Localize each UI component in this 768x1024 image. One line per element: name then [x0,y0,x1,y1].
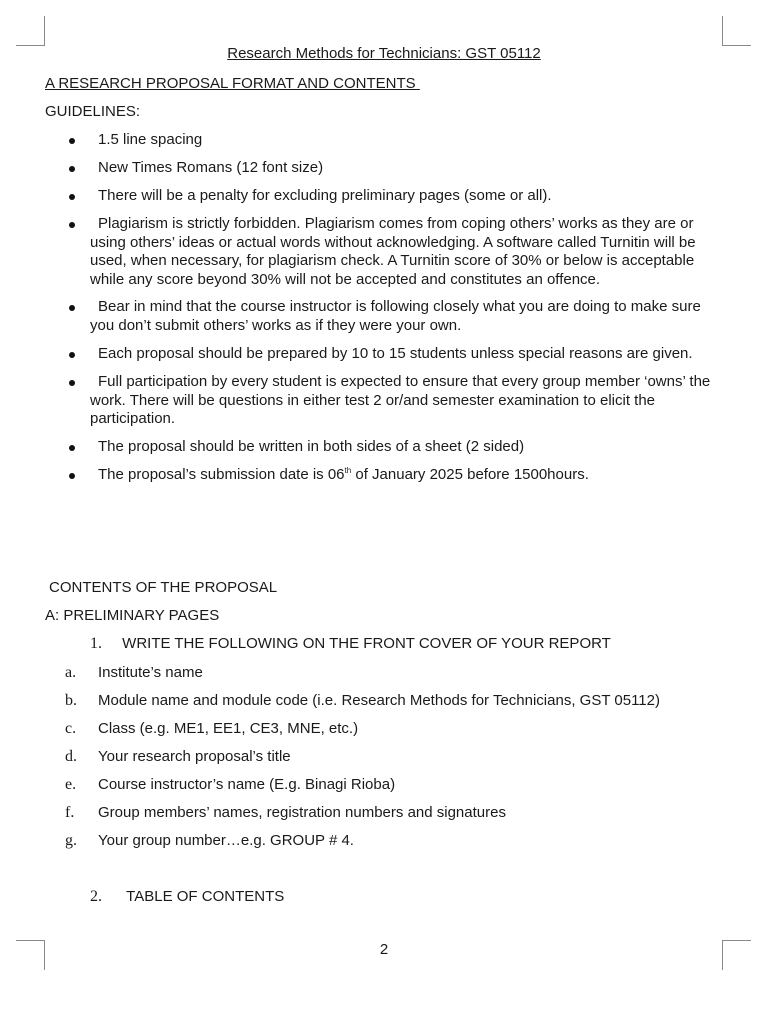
section-a-heading: A: PRELIMINARY PAGES [45,607,220,624]
guideline-item [90,298,715,335]
bullet-icon [69,380,75,386]
ordinal-suffix: th [344,466,352,475]
item-text: Institute’s name [98,664,203,681]
guideline-item [90,466,715,485]
guideline-text: New Times Romans (12 font size) [98,159,324,176]
guideline-text: 1.5 line spacing [98,131,203,148]
guideline-item [90,373,715,429]
page-header-title: Research Methods for Technicians: GST 05112 [227,45,541,62]
crop-mark-top-left-vertical [44,16,45,46]
submission-date-text: The proposal’s submission date is 06 [98,466,345,483]
item-number: 2. [90,888,102,905]
bullet-icon [69,445,75,451]
item-text: Your group number…e.g. GROUP # 4. [98,832,354,849]
item-marker: a. [65,664,77,681]
item-marker: f. [65,804,75,821]
bullet-icon [69,166,75,172]
guideline-item [90,345,715,364]
guideline-item [90,438,715,457]
proposal-format-heading: A RESEARCH PROPOSAL FORMAT AND CONTENTS [45,75,420,92]
submission-date-text-end: of January 2025 before 1500hours. [351,466,589,483]
item-marker: d. [65,748,77,765]
item-text: Class (e.g. ME1, EE1, CE3, MNE, etc.) [98,720,359,737]
item-number: 1. [90,635,102,652]
guideline-text: There will be a penalty for excluding preliminary pages (some or all). [98,187,552,204]
guideline-item [90,131,715,150]
contents-heading: CONTENTS OF THE PROPOSAL [49,579,278,596]
item-marker: g. [65,832,77,849]
item-text: WRITE THE FOLLOWING ON THE FRONT COVER OF YOUR REPORT [122,635,611,652]
guideline-item [90,215,715,289]
guidelines-label: GUIDELINES: [45,103,141,120]
bullet-icon [69,305,75,311]
bullet-icon [69,473,75,479]
page-number: 2 [379,941,389,958]
item-marker: b. [65,692,77,709]
guideline-text: The proposal should be written in both sides of a sheet (2 sided) [98,438,525,455]
numbered-item-1 [90,635,611,654]
numbered-item-2 [90,888,284,907]
item-marker: e. [65,776,77,793]
guideline-text: Plagiarism is strictly forbidden. Plagiarism comes from coping others’ works as they are or using others’ ideas or actual words without acknowledging. A software called Turnitin will be used, when necessary, for plagiarism check. A Turnitin score of 30% or below is acceptable while any score beyond 30% will not be accepted and constitutes an offence. [90,215,696,288]
item-text: Group members’ names, registration numbers and signatures [98,804,506,821]
item-text: Module name and module code (i.e. Research Methods for Technicians, GST 05112) [98,692,660,709]
guideline-item [90,187,715,206]
bullet-icon [69,138,75,144]
bullet-icon [69,222,75,228]
item-text: Your research proposal’s title [98,748,291,765]
bullet-icon [69,194,75,200]
guideline-text: Full participation by every student is expected to ensure that every group member ‘owns’ the work. There will be questions in either test 2 or/and semester examination to elicit the participation. [90,373,711,427]
item-text: Course instructor’s name (E.g. Binagi Rioba) [98,776,396,793]
guideline-item [90,159,715,178]
crop-mark-top-right-vertical [722,16,723,46]
item-text: TABLE OF CONTENTS [126,888,285,905]
guideline-text: Bear in mind that the course instructor is following closely what you are doing to make sure you don’t submit others’ works as if they were your own. [90,298,701,334]
item-marker: c. [65,720,77,737]
guideline-text: Each proposal should be prepared by 10 to 15 students unless special reasons are given. [98,345,693,362]
guideline-text [90,466,715,485]
bullet-icon [69,352,75,358]
